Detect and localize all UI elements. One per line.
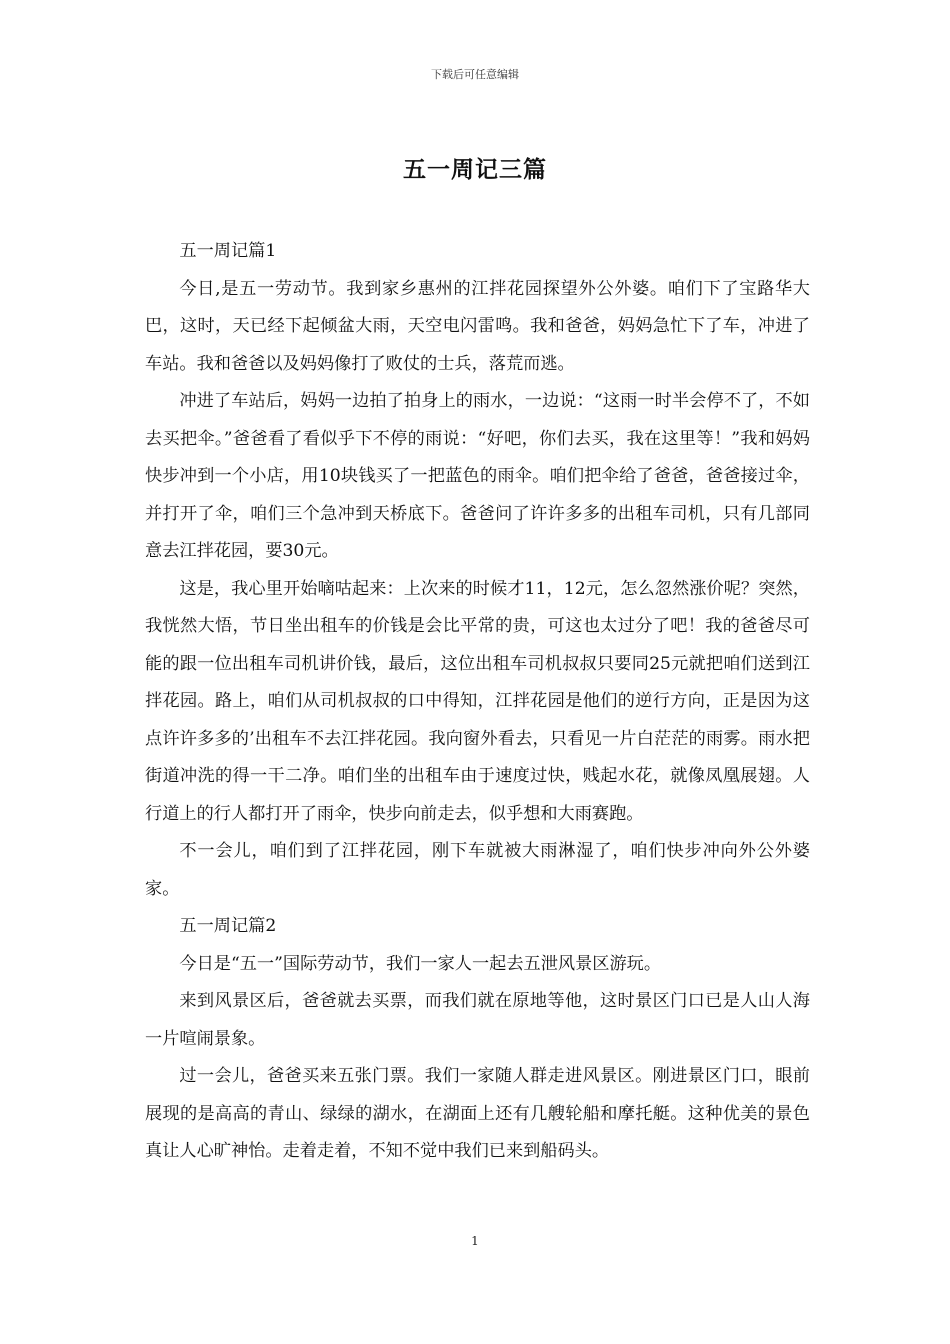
- document-body: [145, 233, 810, 1171]
- document-title: 五一周记三篇: [403, 156, 547, 183]
- page-header-note: 下载后可任意编辑: [431, 68, 519, 81]
- paragraph: 来到风景区后，爸爸就去买票，而我们就在原地等他，这时景区门口已是人山人海一片喧闹景象。: [145, 991, 810, 1049]
- paragraph: 过一会儿，爸爸买来五张门票。我们一家随人群走进风景区。刚进景区门口，眼前展现的是高高的青山、绿绿的湖水，在湖面上还有几艘轮船和摩托艇。这种优美的景色真让人心旷神怡。走着走着，不知不觉中我们已来到船码头。: [145, 1066, 810, 1161]
- page-number: 1: [471, 1234, 479, 1248]
- paragraph: 今日是“五一”国际劳动节，我们一家人一起去五泄风景区游玩。: [179, 953, 662, 974]
- paragraph: 这是，我心里开始嘀咕起来：上次来的时候才11，12元，怎么忽然涨价呢？突然，我恍然大悟，节日坐出租车的价钱是会比平常的贵，可这也太过分了吧！我的爸爸尽可能的跟一位出租车司机讲价钱，最后，这位出租车司机叔叔只要同25元就把咱们送到江拌花园。路上，咱们从司机叔叔的口中得知，江拌花园是他们的逆行方向，正是因为这点许许多多的’出租车不去江拌花园。我向窗外看去，只看见一片白茫茫的雨雾。雨水把街道冲洗的得一干二净。咱们坐的出租车由于速度过快，贱起水花，就像凤凰展翅。人行道上的行人都打开了雨伞，快步向前走去，似乎想和大雨赛跑。: [145, 578, 810, 824]
- section-heading-1: 五一周记篇1: [179, 241, 277, 261]
- paragraph: 今日,是五一劳动节。我到家乡惠州的江拌花园探望外公外婆。咱们下了宝路华大巴，这时，天已经下起倾盆大雨，天空电闪雷鸣。我和爸爸，妈妈急忙下了车，冲进了车站。我和爸爸以及妈妈像打了败仗的士兵，落荒而逃。: [145, 278, 810, 374]
- section-heading-2: 五一周记篇2: [179, 916, 277, 936]
- paragraph: 不一会儿，咱们到了江拌花园，刚下车就被大雨淋湿了，咱们快步冲向外公外婆家。: [145, 841, 810, 899]
- paragraph: 冲进了车站后，妈妈一边拍了拍身上的雨水，一边说：“这雨一时半会停不了，不如去买把伞。”爸爸看了看似乎下不停的雨说：“好吧，你们去买，我在这里等！”我和妈妈快步冲到一个小店，用10块钱买了一把蓝色的雨伞。咱们把伞给了爸爸，爸爸接过伞，并打开了伞，咱们三个急冲到天桥底下。爸爸问了许许多多的出租车司机，只有几部同意去江拌花园，要30元。: [145, 391, 810, 561]
